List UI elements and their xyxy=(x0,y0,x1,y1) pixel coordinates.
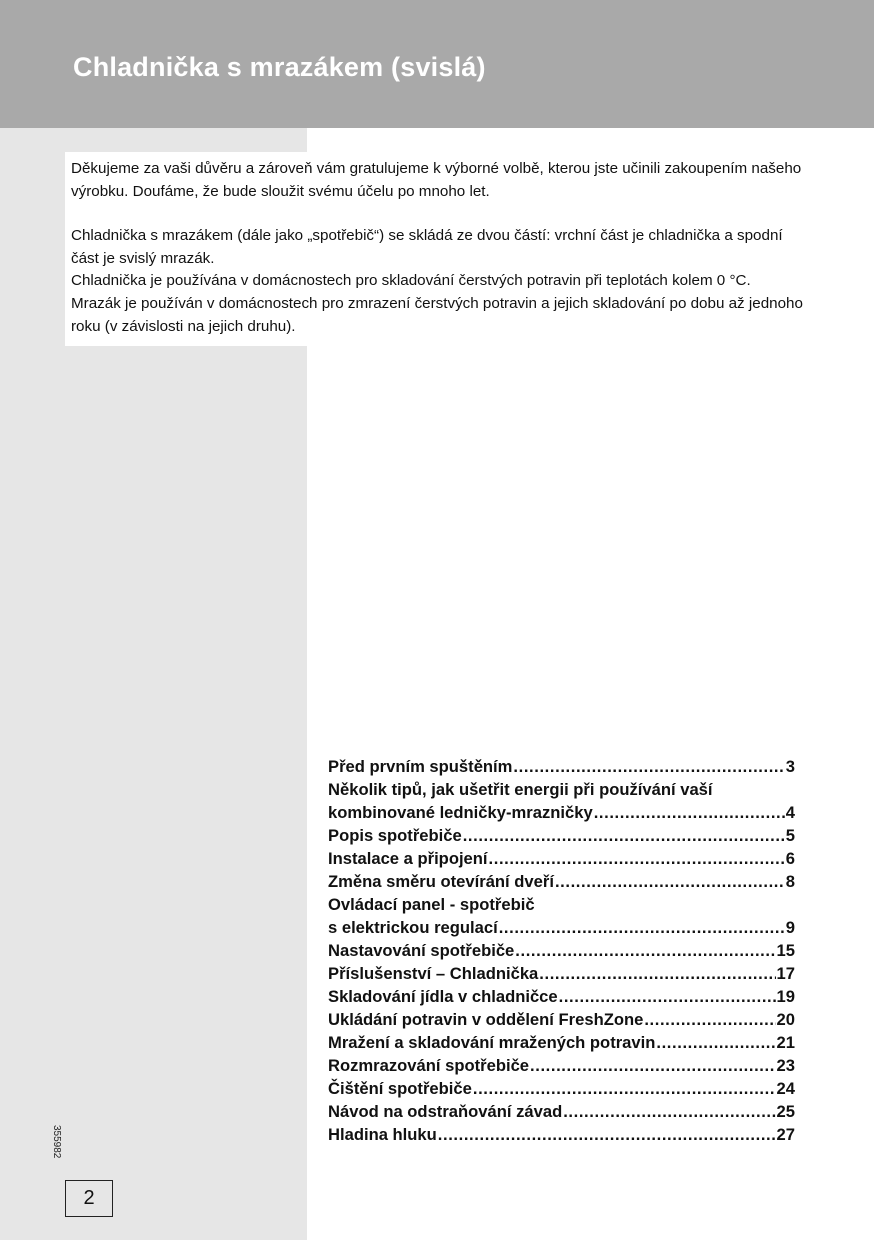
page-number: 2 xyxy=(83,1187,95,1209)
toc-entry-title: Skladování jídla v chladničce xyxy=(328,987,558,1006)
toc-entry[interactable] xyxy=(328,801,795,824)
toc-leader-dots xyxy=(438,1123,776,1146)
toc-entry-page: 21 xyxy=(776,1033,795,1052)
intro-paragraph-parts: Chladnička s mrazákem (dále jako „spotřebič“) se skládá ze dvou částí: vrchní část je chladnička a spodní část je svislý mrazák. xyxy=(71,227,783,267)
toc-leader-dots xyxy=(530,1054,776,1077)
toc-leader-dots xyxy=(656,1031,775,1054)
toc-leader-dots xyxy=(555,870,785,893)
toc-entry-page: 19 xyxy=(776,987,795,1006)
document-code: 355982 xyxy=(51,1125,62,1159)
toc-entry-title: Mražení a skladování mražených potravin xyxy=(328,1033,656,1052)
table-of-contents xyxy=(328,755,795,1146)
toc-entry[interactable] xyxy=(328,939,795,962)
toc-entry[interactable] xyxy=(328,916,795,939)
toc-entry-page: 25 xyxy=(776,1102,795,1121)
toc-entry-page: 8 xyxy=(785,872,795,891)
toc-entry-title-line1[interactable]: Několik tipů, jak ušetřit energii při používání vaší xyxy=(328,780,713,799)
header-band xyxy=(0,0,874,128)
toc-entry-page: 20 xyxy=(776,1010,795,1029)
toc-leader-dots xyxy=(563,1100,775,1123)
toc-entry-title-line1[interactable]: Ovládací panel - spotřebič xyxy=(328,895,535,914)
toc-leader-dots xyxy=(499,916,785,939)
intro-paragraph-fridge: Chladnička je používána v domácnostech pro skladování čerstvých potravin při teplotách kolem 0 °C. xyxy=(71,272,751,290)
toc-entry-title: Ukládání potravin v oddělení FreshZone xyxy=(328,1010,644,1029)
toc-entry-page: 9 xyxy=(785,918,795,937)
toc-entry-page: 5 xyxy=(785,826,795,845)
toc-entry-title: s elektrickou regulací xyxy=(328,918,498,937)
toc-leader-dots xyxy=(463,824,785,847)
toc-entry[interactable] xyxy=(328,1123,795,1146)
toc-entry[interactable] xyxy=(328,755,795,778)
toc-leader-dots xyxy=(489,847,785,870)
toc-entry-title: Změna směru otevírání dveří xyxy=(328,872,554,891)
toc-entry-title: Návod na odstraňování závad xyxy=(328,1102,563,1121)
toc-entry-page: 27 xyxy=(776,1125,795,1144)
toc-entry-title: Nastavování spotřebiče xyxy=(328,941,515,960)
intro-paragraph-freezer: Mrazák je používán v domácnostech pro zmrazení čerstvých potravin a jejich skladování po dobu až jednoho roku (v závislosti na jejich druhu). xyxy=(71,294,803,335)
toc-entry[interactable] xyxy=(328,985,795,1008)
toc-entry-title: Popis spotřebiče xyxy=(328,826,462,845)
toc-leader-dots xyxy=(594,801,785,824)
toc-leader-dots xyxy=(515,939,775,962)
toc-entry[interactable] xyxy=(328,962,795,985)
toc-entry[interactable] xyxy=(328,1031,795,1054)
toc-entry-title: Hladina hluku xyxy=(328,1125,437,1144)
toc-entry[interactable] xyxy=(328,1008,795,1031)
page-number-box xyxy=(65,1180,113,1217)
toc-entry-title: kombinované ledničky-mrazničky xyxy=(328,803,593,822)
toc-leader-dots xyxy=(559,985,776,1008)
toc-entry[interactable] xyxy=(328,824,795,847)
toc-entry-page: 17 xyxy=(776,964,795,983)
toc-leader-dots xyxy=(644,1008,775,1031)
toc-leader-dots xyxy=(513,755,784,778)
toc-entry-page: 3 xyxy=(785,757,795,776)
intro-text xyxy=(65,152,810,346)
toc-entry-title: Příslušenství – Chladnička xyxy=(328,964,539,983)
toc-entry-title: Před prvním spuštěním xyxy=(328,757,513,776)
toc-entry-page: 23 xyxy=(776,1056,795,1075)
toc-entry-page: 15 xyxy=(776,941,795,960)
toc-entry-page: 6 xyxy=(785,849,795,868)
toc-entry-title: Čištění spotřebiče xyxy=(328,1079,472,1098)
toc-leader-dots xyxy=(539,962,775,985)
toc-entry-title: Instalace a připojení xyxy=(328,849,488,868)
page-title: Chladnička s mrazákem (svislá) xyxy=(73,52,486,82)
toc-entry-page: 4 xyxy=(785,803,795,822)
toc-entry[interactable] xyxy=(328,1100,795,1123)
toc-entry-page: 24 xyxy=(776,1079,795,1098)
toc-leader-dots xyxy=(473,1077,776,1100)
toc-entry[interactable] xyxy=(328,847,795,870)
intro-paragraph-thanks: Děkujeme za vaši důvěru a zároveň vám gratulujeme k výborné volbě, kterou jste učinili zakoupením našeho výrobku. Doufáme, že bude sloužit svému účelu po mnoho let. xyxy=(71,160,802,200)
toc-entry[interactable] xyxy=(328,1054,795,1077)
toc-entry[interactable] xyxy=(328,1077,795,1100)
toc-entry-title: Rozmrazování spotřebiče xyxy=(328,1056,530,1075)
toc-entry[interactable] xyxy=(328,870,795,893)
